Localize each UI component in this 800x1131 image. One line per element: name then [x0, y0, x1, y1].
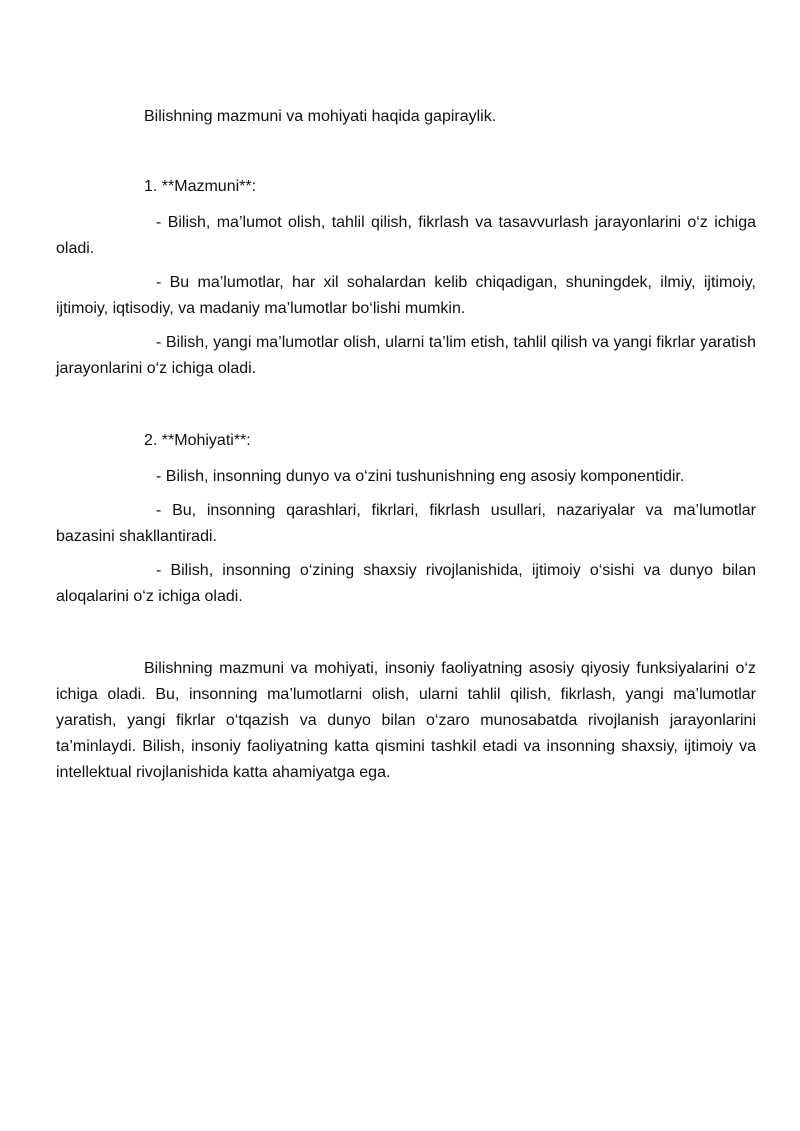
list-item: - Bilish, insonning dunyo va o‘zini tushunishning eng asosiy komponentidir. — [156, 468, 685, 485]
conclusion-paragraph: Bilishning mazmuni va mohiyati, insoniy faoliyatning asosiy qiyosiy funksiyalarini o‘z ichiga oladi. Bu, insonning ma’lumotlarni olish, ularni tahlil qilish, fikrlash, yangi ma’lumotlar yaratish, yangi fikrlar o‘tqazish va dunyo bilan o‘zaro munosabatda rivojlanish jarayonlarini ta’minlaydi. Bilish, insoniy faoliyatning katta qismini tashkil etadi va insonning shaxsiy, ijtimoiy va intellektual rivojlanishida katta ahamiyatga ega. — [56, 660, 756, 781]
list-item: - Bu ma’lumotlar, har xil sohalardan kelib chiqadigan, shuningdek, ilmiy, ijtimoiy, ijtimoiy, iqtisodiy, va madaniy ma’lumotlar bo‘lishi mumkin. — [56, 274, 756, 317]
list-item: - Bu, insonning qarashlari, fikrlari, fikrlash usullari, nazariyalar va ma’lumotlar bazasini shakllantiradi. — [56, 502, 756, 545]
document-body — [56, 104, 756, 786]
list-item: - Bilish, yangi ma’lumotlar olish, ularni ta’lim etish, tahlil qilish va yangi fikrlar yaratish jarayonlarini o‘z ichiga oladi. — [56, 334, 756, 377]
section-heading: 2. **Mohiyati**: — [144, 432, 251, 449]
list-item: - Bilish, ma’lumot olish, tahlil qilish, fikrlash va tasavvurlash jarayonlarini o‘z ichiga oladi. — [56, 214, 756, 257]
spacer — [56, 390, 756, 428]
intro-paragraph: Bilishning mazmuni va mohiyati haqida gapiraylik. — [144, 108, 497, 125]
section-mazmuni — [56, 174, 756, 382]
list-item: - Bilish, insonning o‘zining shaxsiy rivojlanishida, ijtimoiy o‘sishi va dunyo bilan aloqalarini o‘z ichiga oladi. — [56, 562, 756, 605]
spacer — [56, 454, 756, 464]
section-mohiyati — [56, 428, 756, 610]
spacer — [56, 200, 756, 210]
section-heading: 1. **Mazmuni**: — [144, 178, 257, 195]
spacer — [56, 618, 756, 656]
spacer — [56, 130, 756, 174]
